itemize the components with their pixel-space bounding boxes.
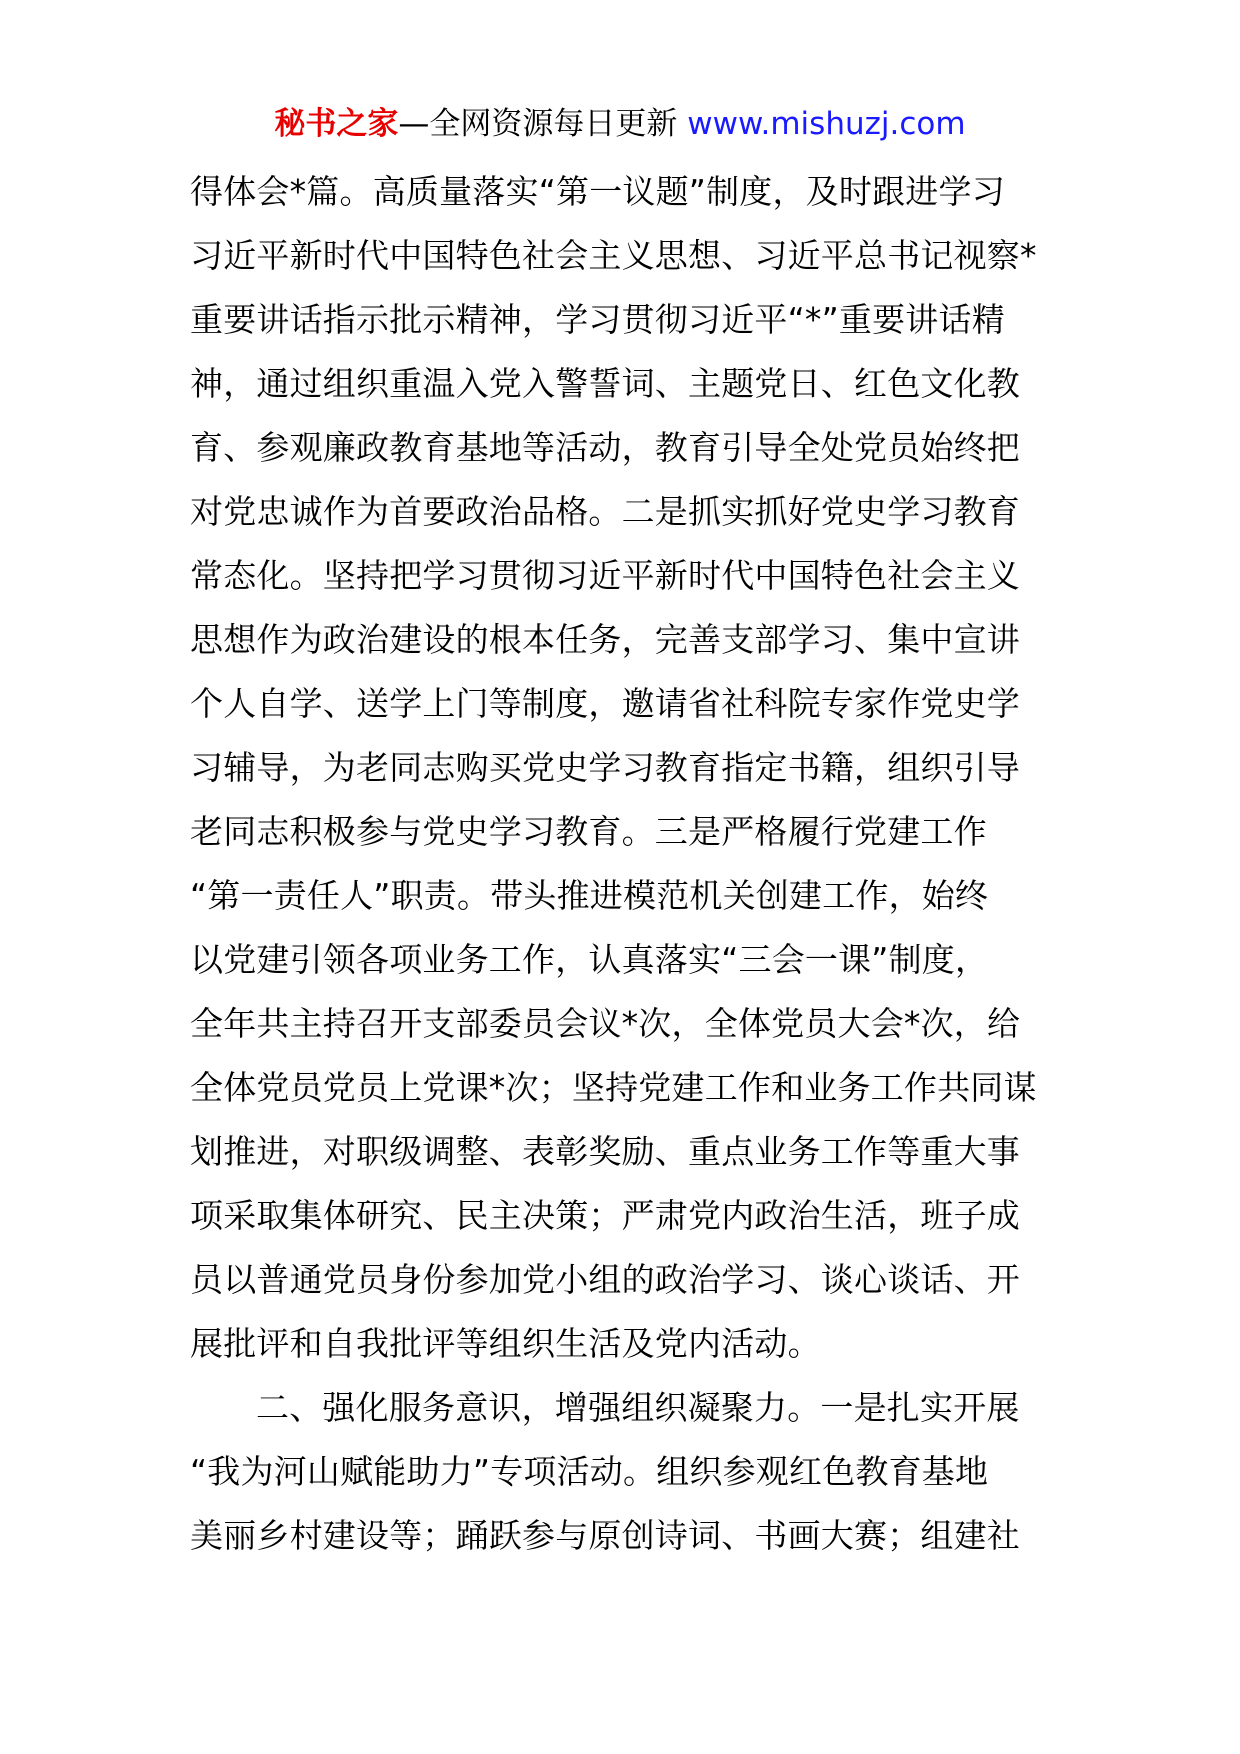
text-line: 美丽乡村建设等；踊跃参与原创诗词、书画大赛；组建社: [190, 1516, 1020, 1555]
text-line: 以党建引领各项业务工作，认真落实“三会一课”制度，: [190, 940, 989, 979]
text-line: 展批评和自我批评等组织生活及党内活动。: [190, 1324, 821, 1363]
text-line: 老同志积极参与党史学习教育。三是严格履行党建工作: [190, 812, 987, 851]
brand-name: 秘书之家: [274, 106, 399, 142]
text-line: “第一责任人”职责。带头推进模范机关创建工作，始终: [190, 876, 989, 915]
text-line: 全体党员党员上党课*次；坚持党建工作和业务工作共同谋: [190, 1068, 1037, 1107]
document-body: [190, 160, 1060, 1568]
text-line: 个人自学、送学上门等制度，邀请省社科院专家作党史学: [190, 684, 1020, 723]
text-line: 项采取集体研究、民主决策；严肃党内政治生活，班子成: [190, 1196, 1020, 1235]
header-tagline: —全网资源每日更新: [398, 106, 688, 142]
section-heading-line: 二、强化服务意识，增强组织凝聚力。一是扎实开展: [256, 1388, 1020, 1427]
text-line: 对党忠诚作为首要政治品格。二是抓实抓好党史学习教育: [190, 492, 1020, 531]
text-line: 育、参观廉政教育基地等活动，教育引导全处党员始终把: [190, 428, 1020, 467]
text-line: 神，通过组织重温入党入警誓词、主题党日、红色文化教: [190, 364, 1020, 403]
text-line: 常态化。坚持把学习贯彻习近平新时代中国特色社会主义: [190, 556, 1020, 595]
site-header: [0, 100, 1240, 148]
text-line: 划推进，对职级调整、表彰奖励、重点业务工作等重大事: [190, 1132, 1020, 1171]
text-line: 习近平新时代中国特色社会主义思想、习近平总书记视察*: [190, 236, 1037, 275]
text-line: 员以普通党员身份参加党小组的政治学习、谈心谈话、开: [190, 1260, 1020, 1299]
text-line: 重要讲话指示批示精神，学习贯彻习近平“*”重要讲话精: [190, 300, 1005, 339]
text-line: 全年共主持召开支部委员会议*次，全体党员大会*次，给: [190, 1004, 1021, 1043]
text-line: 得体会*篇。高质量落实“第一议题”制度，及时跟进学习: [190, 172, 1005, 211]
text-line: 思想作为政治建设的根本任务，完善支部学习、集中宣讲: [190, 620, 1020, 659]
text-line: 习辅导，为老同志购买党史学习教育指定书籍，组织引导: [190, 748, 1020, 787]
text-line: “我为河山赋能助力”专项活动。组织参观红色教育基地: [190, 1452, 989, 1491]
site-url-link[interactable]: www.mishuzj.com: [687, 106, 966, 142]
